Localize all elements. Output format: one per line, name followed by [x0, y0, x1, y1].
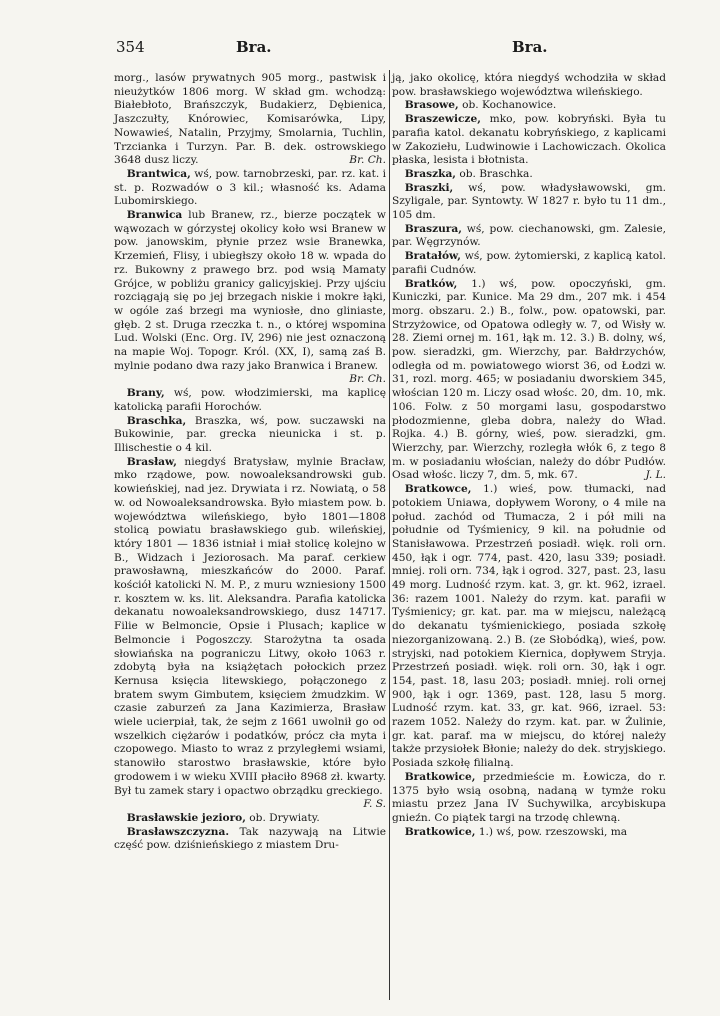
entry-headword: Bratkowice,	[404, 770, 476, 783]
left-column	[114, 72, 386, 853]
entry-headword: Braszka,	[404, 167, 456, 180]
dictionary-entry	[114, 415, 386, 456]
entry-text: niegdyś Bratysław, mylnie Bracław, mko rządowe, pow. nowoaleksandrowski gub. kowieńskiej, nad jez. Drywiata i rz. Nowiatą, o 58 w. od Nowoaleksandrowska. Było miastem pow. b. województwa wileńskiego, było 1801—1808 stolicą powiatu brasławskiego gub. wileńskiej, który 1801 — 1836 istniał i miał stolicę kolejno w B., Widzach i Jeziorosach. Ma paraf. cerkiew prawosławną, mieszkańców do 2000. Paraf. kościół katolicki N. M. P., z muru wzniesiony 1500 r. kosztem w. ks. lit. Aleksandra. Parafia katolicka dekanatu nowoaleksandrowskiego, dusz 14717. Filie w Belmoncie, Opsie i Plusach; kaplice w Belmoncie i Pogoszczy. Starożytna ta osada słowiańska na pograniczu Litwy, około 1063 r. zdobytą była na książętach połockich przez Kernusa księcia litewskiego, połączonego z bratem swym Gimbutem, księciem żmudzkim. W czasie zaburzeń za Jana Kazimierza, Brasław wiele ucierpiał, tak, że sejm z 1661 uwolnił go od wszelkich ciężarów i podatków, prócz cła myta i czopowego. Miasto to wraz z przyległemi wsiami, stanowiło starostwo brasławskie, które było grodowem i w wieku XVIII płaciło 8968 zł. kwarty. Był tu zamek stary i opactwo obrządku greckiego.	[114, 455, 386, 797]
dictionary-entry	[392, 72, 666, 99]
dictionary-entry	[114, 168, 386, 209]
entry-signature: F. S.	[363, 798, 386, 811]
running-title-right: Bra.	[512, 38, 548, 56]
dictionary-entry	[392, 278, 666, 484]
entry-signature: Br. Ch.	[349, 154, 386, 167]
entry-headword: Branwica	[126, 209, 183, 222]
dictionary-entry	[114, 456, 386, 812]
entry-headword: Bratkowce,	[404, 483, 472, 496]
dictionary-entry	[114, 812, 386, 826]
entry-signature: Br. Ch.	[349, 373, 386, 386]
entry-headword: Braszura,	[404, 222, 462, 235]
right-column	[392, 72, 666, 839]
entry-text: 1.) wś, pow. opoczyński, gm. Kuniczki, par. Kunice. Ma 29 dm., 207 mk. i 454 morg. obszaru. 2.) B., folw., pow. opatowski, par. Strzyżowice, od Opatowa odległy w. 7, od Wisły w. 28. Ziemi ornej m. 161, łąk m. 12. 3.) B. dolny, wś, pow. sieradzki, gm. Wierzchy, par. Bałdrzychów, odległa od m. powiatowego wiorst 36, od Łodzi w. 31, rozl. morg. 465; w posiadaniu dworskiem 345, włościan 120 m. Liczy osad włośc. 20, dm. 10, mk. 106. Folw. z 50 morgami lasu, gospodarstwo płodozmienne, gleba dobra, należy do Wład. Rojka. 4.) B. górny, wieś, pow. sieradzki, gm. Wierzchy, par. Wierzchy, rozległa włók 6, z tego 8 m. w posiadaniu włościan, należy do dóbr Pudłów. Osad włośc. liczy 7, dm. 5, mk. 67.	[392, 277, 666, 482]
entry-headword: Bratałów,	[404, 250, 461, 263]
entry-signature: J. L.	[645, 469, 666, 482]
entry-headword: Brany,	[126, 387, 165, 400]
column-divider	[389, 70, 390, 1000]
entry-headword: Braschka,	[126, 414, 187, 427]
entry-headword: Brantwica,	[126, 167, 191, 180]
entry-text: wś, pow. włodzimierski, ma kaplicę katolicką parafii Horochów.	[114, 387, 386, 413]
dictionary-entry	[392, 182, 666, 223]
entry-text: ob. Kochanowice.	[458, 99, 557, 112]
entry-text: ją, jako okolicę, która niegdyś wchodziła w skład pow. brasławskiego województwa wileńskiego.	[392, 72, 666, 98]
entry-headword: Brasławszczyzna.	[126, 825, 230, 838]
entry-text: Braszka, wś, pow. suczawski na Bukowinie, par. grecka nieunicka i st. p. Illischestie o 4 kil.	[114, 414, 386, 454]
entry-text: morg., lasów prywatnych 905 morg., pastwisk i nieużytków 1806 morg. W skład gm. wchodzą: Białebłoto, Brańszczyk, Budakierz, Dębienica, Jaszczułty, Knórowiec, Komisarówka, Lipy, Nowawieś, Natalin, Przyjmy, Smolarnia, Tuchlin, Trzcianka i Turzyn. Par. B. dek. ostrowskiego 3648 dusz liczy.	[114, 72, 386, 167]
entry-headword: Brasławskie jezioro,	[126, 811, 246, 824]
entry-headword: Bratków,	[404, 277, 458, 290]
dictionary-entry	[114, 209, 386, 387]
page-number: 354	[116, 38, 145, 56]
entry-text: przedmieście m. Łowicza, do r. 1375 było wsią osobną, nadaną w tymże roku miastu przez Jana IV Suchywilka, arcybiskupa gnieźn. Co piątek targi na trzodę chlewną.	[392, 770, 666, 824]
running-title-left: Bra.	[236, 38, 272, 56]
entry-headword: Brasowe,	[404, 99, 459, 112]
entry-text: ob. Braschka.	[456, 167, 533, 180]
dictionary-entry	[392, 223, 666, 250]
entry-headword: Bratkowice,	[404, 825, 476, 838]
dictionary-entry	[392, 168, 666, 182]
entry-headword: Braszewicze,	[404, 113, 481, 126]
entry-headword: Braszki,	[404, 181, 454, 194]
dictionary-entry	[392, 771, 666, 826]
dictionary-entry	[114, 387, 386, 414]
entry-text: wś, pow. tarnobrzeski, par. rz. kat. i st. p. Rozwadów o 3 kil.; własność ks. Adama Lubomirskiego.	[114, 167, 386, 208]
dictionary-entry	[392, 483, 666, 771]
dictionary-entry	[392, 113, 666, 168]
entry-text: wś, pow. ciechanowski, gm. Zalesie, par. Węgrzynów.	[392, 222, 666, 249]
entry-text: wś, pow. żytomierski, z kaplicą katol. parafii Cudnów.	[392, 250, 666, 276]
entry-text: 1.) wś, pow. rzeszowski, ma	[475, 825, 628, 838]
dictionary-entry	[114, 826, 386, 853]
entry-text: Tak nazywają na Litwie część pow. dziśnieńskiego z miastem Dru-	[114, 825, 386, 852]
dictionary-entry	[392, 99, 666, 113]
entry-text: 1.) wieś, pow. tłumacki, nad potokiem Uniawa, dopływem Worony, o 4 mile na połud. zachód od Tłumacza, 2 i pół mili na południe od Tyśmienicy, 9 kil. na południe od Stanisławowa. Przestrzeń posiadł. więk. roli orn. 450, łąk i ogr. 774, past. 420, lasu 339; posiadł. mniej. roli orn. 734, łąk i ogrod. 327, past. 23, lasu 49 morg. Ludność rzym. kat. 3, gr. kt. 962, izrael. 36: razem 1001. Należy do rzym. kat. parafii w Tyśmienicy; gr. kat. par. ma w miejscu, należącą do dekanatu tyśmienickiego, posiada szkołę niezorganizowaną. 2.) B. (ze Słobódką), wieś, pow. stryjski, nad potokiem Kiernica, dopływem Stryja. Przestrzeń posiadł. więk. roli orn. 30, łąk i ogr. 154, past. 18, lasu 203; posiadł. mniej. roli ornej 900, łąk i ogr. 1369, past. 128, lasu 5 morg. Ludność rzym. kat. 33, gr. kat. 966, izrael. 53: razem 1052. Należy do rzym. kat. par. w Żulinie, gr. kat. paraf. ma w miejscu, do której należy także przysiołek Błonie; należy do dek. stryjskiego. Posiada szkołę filialną.	[392, 483, 666, 770]
entry-text: ob. Drywiaty.	[245, 811, 320, 824]
entry-text: lub Branew, rz., bierze początek w wąwozach w górzystej okolicy koło wsi Branew w pow. janowskim, płynie przez wsie Branewka, Krzemień, Flisy, i ubiegłszy około 18 w. wpada do rz. Bukowny z prawego brz. pod wsią Mamaty Grójce, w pobliżu granicy galicyjskiej. Przy ujściu rozciągają się po jej brzegach niskie i mokre łąki, w ogóle zaś brzegi ma wyniosłe, dno gliniaste, głęb. 2 st. Druga rzeczka t. n., o której wspomina Lud. Wolski (Enc. Org. IV, 296) nie jest oznaczoną na mapie Woj. Topogr. Król. (XX, I), samą zaś B. mylnie podano dwa razy jako Branwica i Branew.	[114, 209, 386, 372]
entry-text: mko, pow. kobryński. Była tu parafia katol. dekanatu kobryńskiego, z kaplicami w Zakoziełu, Ludwinowie i Lachowiczach. Okolica płaska, lesista i błotnista.	[392, 113, 666, 167]
dictionary-entry	[392, 250, 666, 277]
entry-headword: Brasław,	[126, 455, 177, 468]
running-header	[0, 38, 720, 62]
dictionary-entry	[114, 72, 386, 168]
entry-text: wś, pow. władysławowski, gm. Szyligale, par. Syntowty. W 1827 r. było tu 11 dm., 105 dm.	[392, 181, 666, 222]
dictionary-entry	[392, 826, 666, 840]
